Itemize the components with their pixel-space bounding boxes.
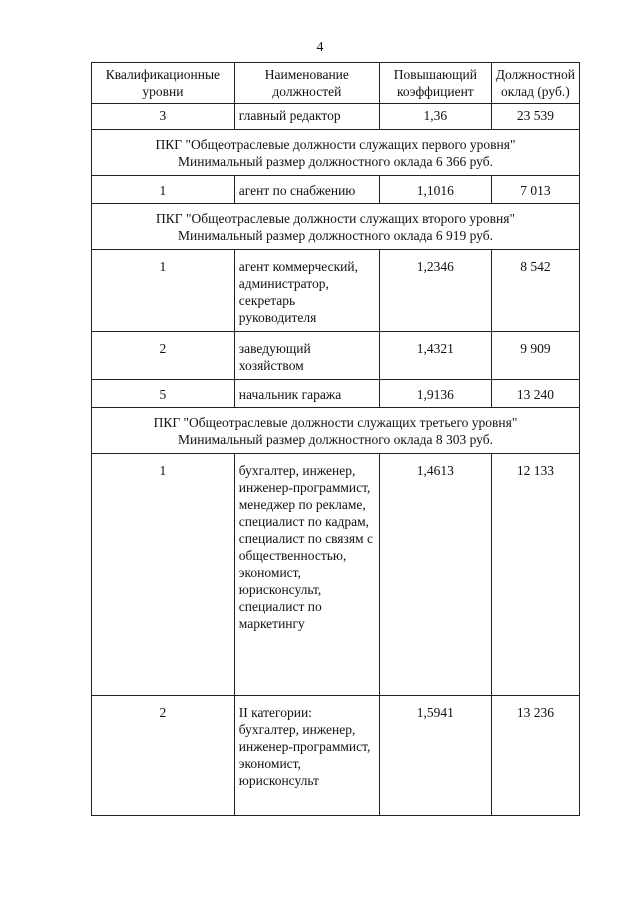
cell-positions: II категории: бухгалтер, инженер, инженер-программист, экономист, юрисконсульт xyxy=(234,696,379,816)
cell-salary: 13 240 xyxy=(491,380,579,408)
cell-level: 2 xyxy=(92,332,235,380)
cell-salary: 9 909 xyxy=(491,332,579,380)
group-header xyxy=(92,130,580,176)
cell-level: 1 xyxy=(92,454,235,696)
group-row xyxy=(92,408,580,454)
group-row xyxy=(92,204,580,250)
cell-level: 2 xyxy=(92,696,235,816)
group-header xyxy=(92,408,580,454)
table-row xyxy=(92,332,580,380)
cell-salary: 8 542 xyxy=(491,250,579,332)
group-min-salary: Минимальный размер должностного оклада 8 303 руб. xyxy=(178,432,493,447)
cell-positions: агент по снабжению xyxy=(234,176,379,204)
table-row xyxy=(92,104,580,130)
cell-coefficient: 1,36 xyxy=(379,104,491,130)
cell-coefficient: 1,4613 xyxy=(379,454,491,696)
table-row xyxy=(92,176,580,204)
cell-level: 3 xyxy=(92,104,235,130)
cell-salary: 13 236 xyxy=(491,696,579,816)
group-min-salary: Минимальный размер должностного оклада 6 366 руб. xyxy=(178,154,493,169)
cell-level: 5 xyxy=(92,380,235,408)
header-salary: Должностной оклад (руб.) xyxy=(491,63,579,104)
salary-table xyxy=(91,62,580,816)
group-header xyxy=(92,204,580,250)
cell-salary: 7 013 xyxy=(491,176,579,204)
cell-positions: начальник гаража xyxy=(234,380,379,408)
cell-coefficient: 1,2346 xyxy=(379,250,491,332)
table-header-row xyxy=(92,63,580,104)
cell-coefficient: 1,4321 xyxy=(379,332,491,380)
table-row xyxy=(92,380,580,408)
table-row xyxy=(92,250,580,332)
header-coefficient: Повышающий коэффициент xyxy=(379,63,491,104)
cell-positions: агент коммерческий, администратор, секретарь руководителя xyxy=(234,250,379,332)
group-row xyxy=(92,130,580,176)
cell-salary: 23 539 xyxy=(491,104,579,130)
header-qualification-levels: Квалификационные уровни xyxy=(92,63,235,104)
cell-positions: заведующий хозяйством xyxy=(234,332,379,380)
header-position-names: Наименование должностей xyxy=(234,63,379,104)
cell-positions: бухгалтер, инженер, инженер-программист, менеджер по рекламе, специалист по кадрам, специалист по связям с общественностью, экономист, юрисконсульт, специалист по маркетингу xyxy=(234,454,379,696)
group-min-salary: Минимальный размер должностного оклада 6 919 руб. xyxy=(178,228,493,243)
cell-salary: 12 133 xyxy=(491,454,579,696)
cell-level: 1 xyxy=(92,176,235,204)
group-title: ПКГ "Общеотраслевые должности служащих третьего уровня" xyxy=(153,415,518,430)
cell-positions: главный редактор xyxy=(234,104,379,130)
table-row xyxy=(92,696,580,816)
cell-level: 1 xyxy=(92,250,235,332)
group-title: ПКГ "Общеотраслевые должности служащих второго уровня" xyxy=(156,211,515,226)
table-row xyxy=(92,454,580,696)
cell-coefficient: 1,5941 xyxy=(379,696,491,816)
page-number: 4 xyxy=(316,40,324,55)
cell-coefficient: 1,9136 xyxy=(379,380,491,408)
cell-coefficient: 1,1016 xyxy=(379,176,491,204)
group-title: ПКГ "Общеотраслевые должности служащих первого уровня" xyxy=(155,137,516,152)
